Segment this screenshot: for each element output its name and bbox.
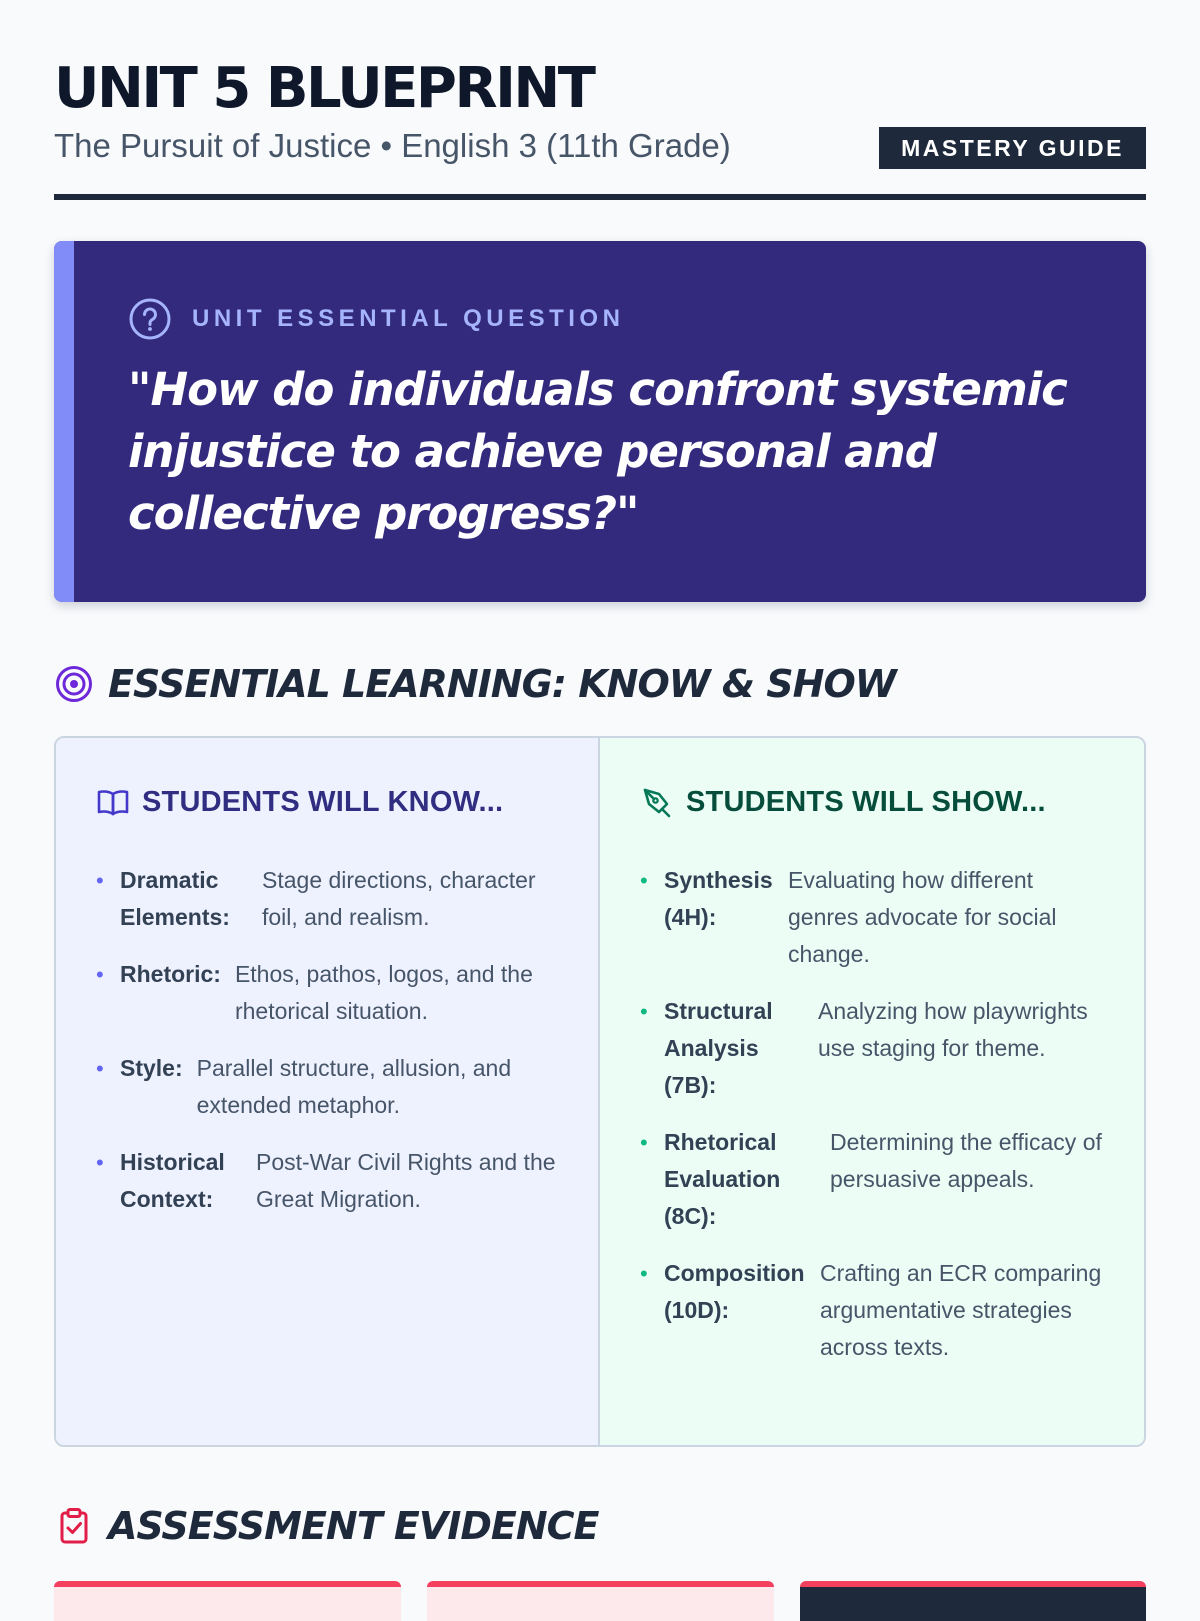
essential-question-card [54,241,1146,602]
header [54,0,1146,200]
list-item [640,1124,1104,1235]
students-will-know-column [56,738,600,1445]
show-list [640,862,1104,1366]
bullet-icon: • [640,1261,648,1286]
page-title: UNIT 5 BLUEPRINT [54,56,594,121]
bullet-icon: • [96,868,104,893]
know-term: Historical Context: [120,1149,225,1212]
list-item [96,1050,558,1124]
clipboard-check-icon [54,1506,94,1546]
assessment-card [427,1581,774,1621]
show-term: Composition (10D): [664,1260,805,1323]
students-will-know-title: STUDENTS WILL KNOW... [142,785,504,818]
list-item [640,993,1104,1104]
show-description: Determining the efficacy of persuasive appeals. [830,1129,1102,1192]
students-will-know-heading [96,782,558,822]
list-item [96,956,558,1030]
show-description: Analyzing how playwrights use staging for theme. [818,998,1088,1061]
essential-question-label-row [128,297,624,341]
students-will-show-column [600,738,1144,1445]
bullet-icon: • [640,1130,648,1155]
know-description: Parallel structure, allusion, and extended metaphor. [196,1055,512,1118]
assessment-evidence-heading [54,1501,599,1551]
bullet-icon: • [96,962,104,987]
essential-learning-heading [54,659,1146,709]
show-description: Evaluating how different genres advocate for social change. [788,867,1057,967]
bullet-icon: • [640,999,648,1024]
list-item [640,862,1104,973]
page-subtitle: The Pursuit of Justice • English 3 (11th Grade) [54,127,731,164]
bullet-icon: • [96,1150,104,1175]
students-will-show-heading [640,782,1104,822]
essential-question-text: "How do individuals confront systemic injustice to achieve personal and collective progress?" [128,363,1067,540]
assessment-evidence-title: ASSESSMENT EVIDENCE [108,1504,599,1548]
bullet-icon: • [96,1056,104,1081]
know-term: Rhetoric: [120,961,221,987]
students-will-show-title: STUDENTS WILL SHOW... [686,785,1046,818]
show-description: Crafting an ECR comparing argumentative strategies across texts. [820,1260,1102,1360]
essential-question-label: UNIT ESSENTIAL QUESTION [192,305,625,332]
know-show-panel [54,736,1146,1447]
mastery-guide-badge: MASTERY GUIDE [879,127,1146,169]
header-divider [54,194,1146,200]
know-description: Ethos, pathos, logos, and the rhetorical situation. [234,961,533,1024]
pen-nib-icon [640,785,674,819]
know-description: Post-War Civil Rights and the Great Migration. [256,1149,556,1212]
assessment-card [54,1581,401,1621]
essential-question-accent-bar [54,241,74,602]
know-term: Style: [120,1055,183,1081]
show-term: Rhetorical Evaluation (8C): [664,1129,781,1229]
list-item [96,1144,558,1218]
know-term: Dramatic Elements: [120,867,230,930]
essential-learning-title: ESSENTIAL LEARNING: KNOW & SHOW [108,662,896,706]
show-term: Structural Analysis (7B): [664,998,773,1098]
list-item [96,862,558,936]
show-term: Synthesis (4H): [664,867,773,930]
question-circle-icon [128,297,172,341]
know-description: Stage directions, character foil, and realism. [262,867,536,930]
list-item [640,1255,1104,1366]
assessment-card [800,1581,1146,1621]
know-list [96,862,558,1218]
target-icon [54,664,94,704]
bullet-icon: • [640,868,648,893]
open-book-icon [96,785,130,819]
